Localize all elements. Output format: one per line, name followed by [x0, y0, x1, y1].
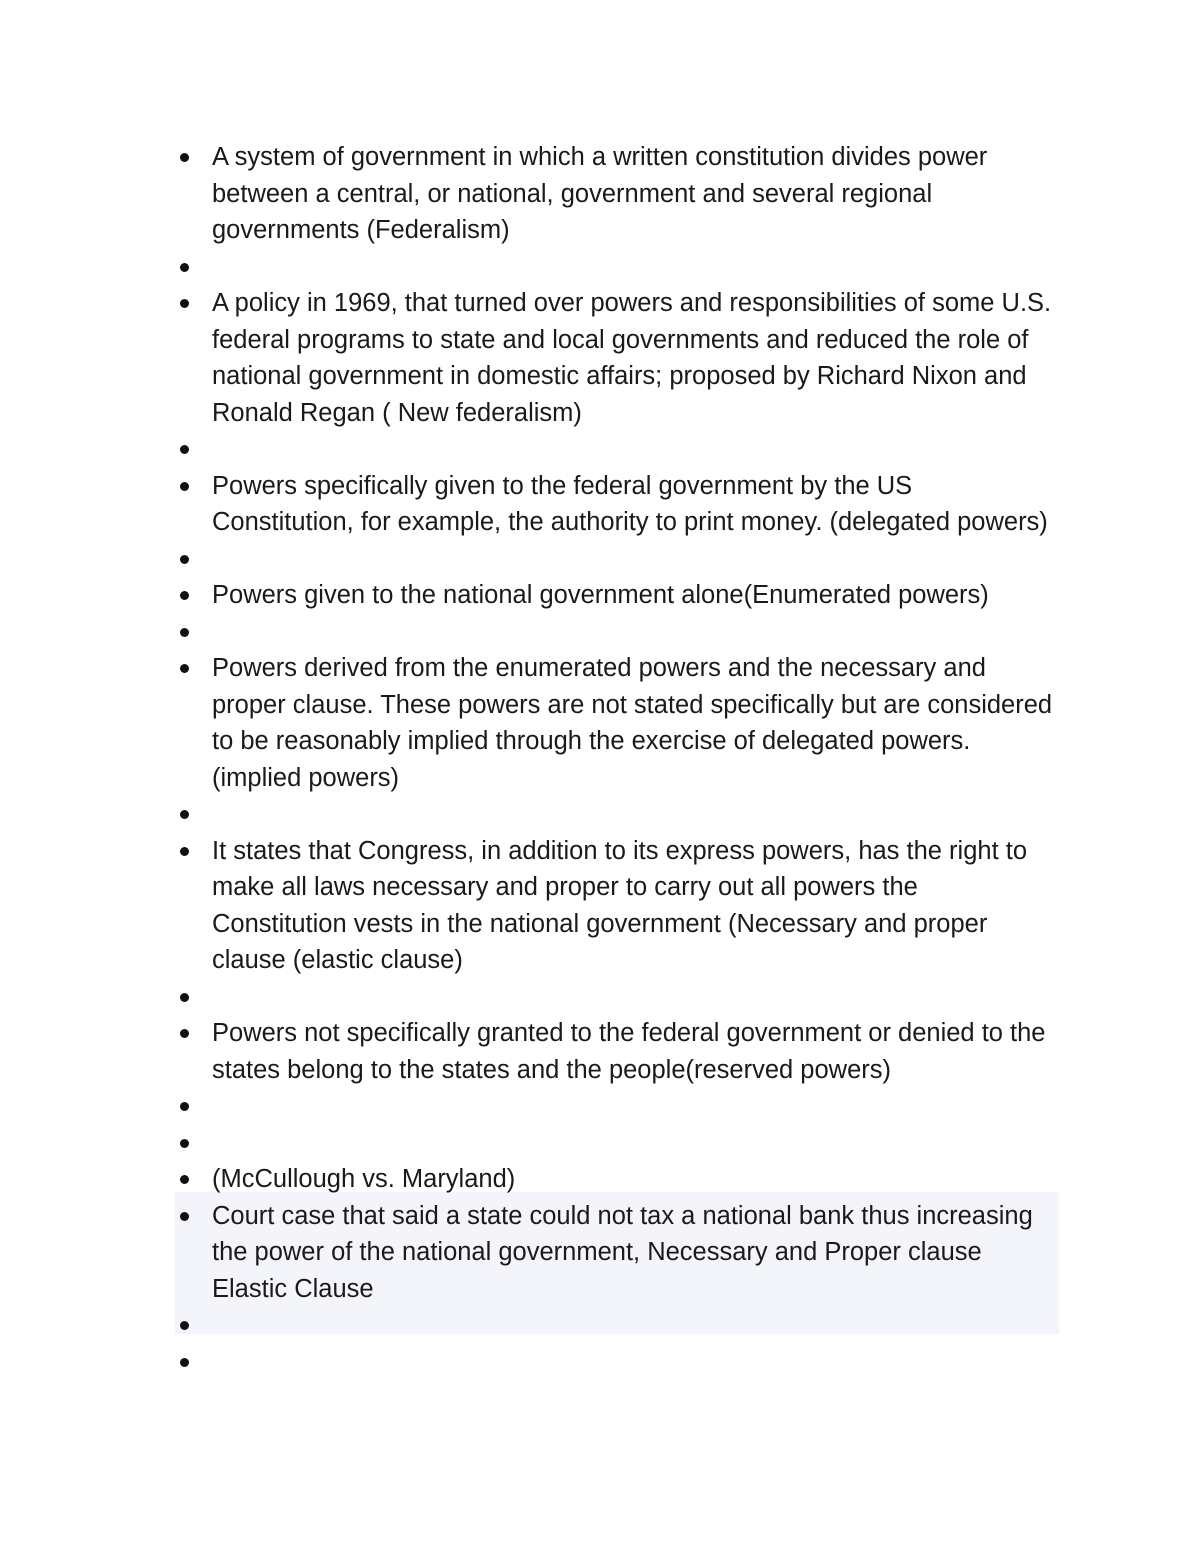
bullet-icon [180, 628, 189, 637]
list-item-text: A policy in 1969, that turned over powers and responsibilities of some U.S. federal programs to state and local governments and reduced the role of national government in domestic affairs; proposed by Richard Nixon and Ronald Regan ( New federalism) [212, 289, 1052, 427]
list-item [175, 1161, 1059, 1198]
bullet-icon [180, 993, 189, 1002]
list-item-text: Powers not specifically granted to the federal government or denied to the states belong to the states and the people(reserved powers) [212, 1019, 1046, 1084]
list-item [175, 650, 1059, 796]
bullet-icon [180, 445, 189, 454]
bullet-icon [180, 847, 189, 856]
bullet-icon [180, 1139, 189, 1148]
bullet-icon [180, 1321, 189, 1330]
list-item-text: Powers derived from the enumerated powers and the necessary and proper clause. These powers are not stated specifically but are considered to be reasonably implied through the exercise of delegated powers.(implied powers) [212, 654, 1053, 792]
list-item [175, 577, 1059, 614]
list-item-text: (McCullough vs. Maryland) [212, 1165, 516, 1193]
list-item [175, 614, 1059, 651]
list-item [175, 1125, 1059, 1162]
list-item [175, 796, 1059, 833]
list-item [175, 541, 1059, 578]
list-item-text: A system of government in which a written constitution divides power between a central, or national, government and several regional governments (Federalism) [212, 143, 988, 244]
bullet-icon [180, 1175, 189, 1184]
bullet-icon [180, 482, 189, 491]
bullet-icon [180, 1358, 189, 1367]
list-item [175, 139, 1059, 249]
bullet-list [175, 139, 1059, 1380]
list-item-text: Powers given to the national government alone(Enumerated powers) [212, 581, 989, 609]
list-item [175, 1307, 1059, 1344]
list-item [175, 1344, 1059, 1381]
bullet-icon [180, 1212, 189, 1221]
bullet-icon [180, 591, 189, 600]
bullet-icon [180, 299, 189, 308]
bullet-icon [180, 1029, 189, 1038]
bullet-icon [180, 664, 189, 673]
list-item [175, 1198, 1059, 1308]
list-item [175, 1088, 1059, 1125]
list-item [175, 1015, 1059, 1088]
bullet-icon [180, 810, 189, 819]
bullet-icon [180, 263, 189, 272]
list-item-text: Powers specifically given to the federal government by the US Constitution, for example, the authority to print money. (delegated powers) [212, 471, 1048, 536]
list-item [175, 979, 1059, 1016]
list-item-text: It states that Congress, in addition to its express powers, has the right to make all laws necessary and proper to carry out all powers the Constitution vests in the national government (Necessary and proper clause (elastic clause) [212, 836, 1028, 974]
list-item-text: Court case that said a state could not tax a national bank thus increasing the power of the national government, Necessary and Proper clause Elastic Clause [212, 1201, 1033, 1303]
list-item [175, 833, 1059, 979]
list-item [175, 468, 1059, 541]
bullet-icon [180, 1102, 189, 1111]
list-item [175, 285, 1059, 431]
list-item [175, 249, 1059, 286]
bullet-icon [180, 153, 189, 162]
list-item [175, 431, 1059, 468]
bullet-icon [180, 555, 189, 564]
